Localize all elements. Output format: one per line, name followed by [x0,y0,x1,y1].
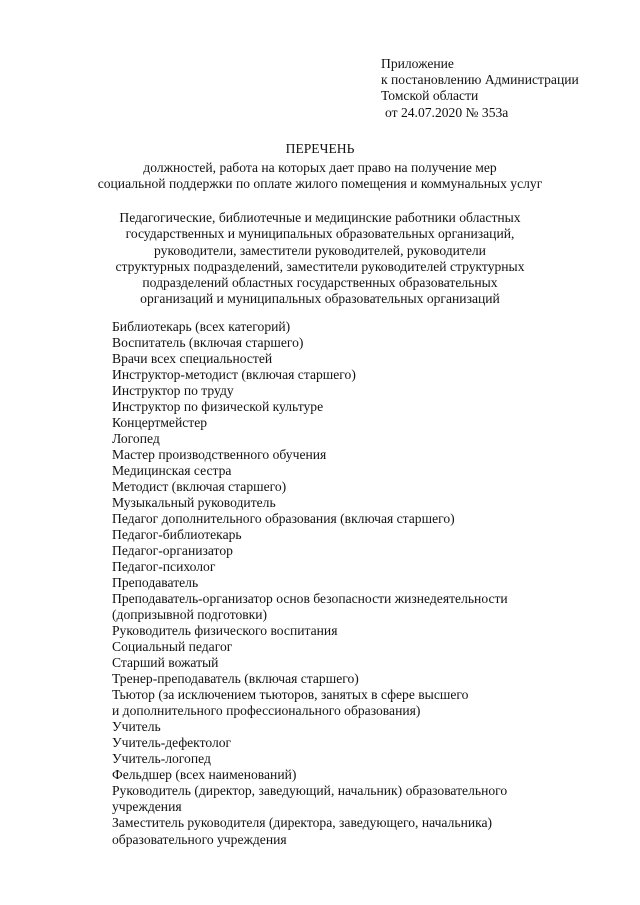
list-item: Руководитель физического воспитания [112,623,338,639]
list-item: Педагог дополнительного образования (включая старшего) [112,511,455,527]
list-item: Педагог-психолог [112,559,216,575]
list-item-continuation: (допризывной подготовки) [112,607,268,623]
list-item: Социальный педагог [112,639,233,655]
list-item: Концертмейстер [112,415,208,431]
section-heading-line: государственных и муниципальных образовательных организаций, [125,226,515,242]
list-item: Логопед [112,431,160,447]
positions-list [112,319,552,848]
list-item: Руководитель (директор, заведующий, начальник) образовательного [112,783,508,799]
document-heading [0,141,640,192]
list-item: Старший вожатый [112,655,219,671]
section-heading-line: руководители, заместители руководителей, руководители [154,242,486,258]
list-item: Тренер-преподаватель (включая старшего) [112,671,359,687]
section-heading-line: Педагогические, библиотечные и медицинские работники областных [119,210,521,225]
annex-region: Томской области [381,88,479,104]
list-item: Учитель-логопед [112,751,211,767]
annex-label: Приложение [381,56,454,71]
list-item: Медицинская сестра [112,463,232,479]
list-item: Врачи всех специальностей [112,351,273,367]
list-item: Заместитель руководителя (директора, заведующего, начальника) [112,815,493,831]
list-item: Мастер производственного обучения [112,447,327,463]
list-item: Педагог-библиотекарь [112,527,242,543]
section-heading-line: подразделений областных государственных образовательных [142,275,498,291]
list-item: Преподаватель-организатор основ безопасности жизнедеятельности [112,591,508,607]
annex-reference: к постановлению Администрации [381,72,579,88]
document-subtitle-line-2: социальной поддержки по оплате жилого помещения и коммунальных услуг [97,175,543,191]
annex-date-number: от 24.07.2020 № 353а [385,104,509,120]
annex-block [381,56,579,121]
list-item: Библиотекарь (всех категорий) [112,319,291,334]
list-item-continuation: учреждения [112,799,182,815]
section-heading-line: структурных подразделений, заместители руководителей структурных [115,258,525,274]
list-item-continuation: и дополнительного профессионального образования) [112,703,421,719]
list-item: Инструктор-методист (включая старшего) [112,367,356,383]
list-item: Учитель [112,719,161,735]
list-item: Методист (включая старшего) [112,479,287,495]
list-item: Инструктор по труду [112,383,234,399]
list-item: Музыкальный руководитель [112,495,276,511]
list-item: Инструктор по физической культуре [112,399,324,415]
list-item: Учитель-дефектолог [112,735,232,751]
list-item: Педагог-организатор [112,543,233,559]
list-item: Фельдшер (всех наименований) [112,767,297,783]
list-item: Тьютор (за исключением тьюторов, занятых в сфере высшего [112,687,469,703]
document-title: ПЕРЕЧЕНЬ [285,141,355,156]
list-item: Воспитатель (включая старшего) [112,335,304,351]
list-item: Преподаватель [112,575,199,591]
section-heading-line: организаций и муниципальных образовательных организаций [140,291,500,307]
list-item-continuation: образовательного учреждения [112,831,287,847]
section-heading [90,210,550,308]
document-subtitle-line-1: должностей, работа на которых дает право на получение мер [143,159,497,175]
